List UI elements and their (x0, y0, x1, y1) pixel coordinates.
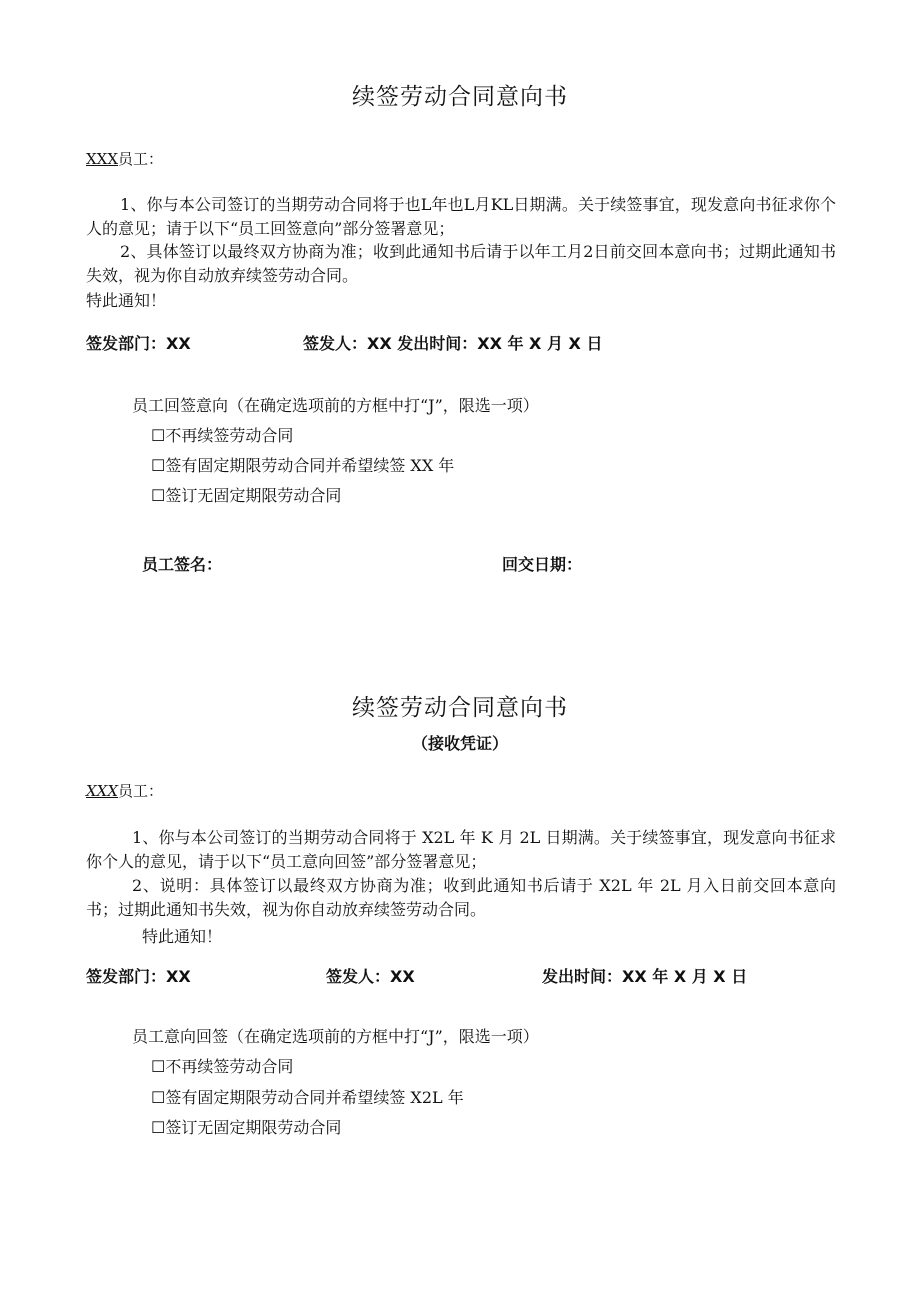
notice2-paragraph-2: 2、说明：具体签订以最终双方协商为准；收到此通知书后请于 X2L 年 2L 月入日前交回本意向书；过期此通知书失效，视为你自动放弃续签劳动合同。 (86, 876, 836, 919)
notice1-reply-heading: 员工回签意向（在确定选项前的方框中打“J”，限选一项） (132, 396, 539, 415)
notice2-title: 续签劳动合同意向书 (352, 695, 568, 721)
notice2-subtitle: （接收凭证） (411, 734, 508, 753)
notice1-title: 续签劳动合同意向书 (352, 84, 568, 110)
notice2-addressee-suffix: 员工： (118, 782, 164, 800)
notice2-issuing-dept: 签发部门：XX (86, 967, 191, 986)
notice1-paragraph-1: 1、你与本公司签订的当期劳动合同将于也L年也L月KL日期满。关于续签事宜，现发意向书征求你个人的意见；请于以下“员工回签意向”部分签署意见； (86, 195, 836, 238)
notice2-addressee-name: XXX (86, 782, 119, 800)
notice2-option-open-ended[interactable]: ☐签订无固定期限劳动合同 (151, 1118, 342, 1137)
notice1-return-date-label: 回交日期： (502, 555, 583, 574)
notice1-paragraph-2: 2、具体签订以最终双方协商为准；收到此通知书后请于以年工月2日前交回本意向书；过期此通知书失效，视为你自动放弃续签劳动合同。 (86, 242, 836, 285)
notice1-addressee-suffix: 员工： (118, 150, 164, 168)
notice2-closing: 特此通知！ (142, 927, 223, 946)
notice1-closing: 特此通知！ (86, 291, 167, 310)
notice2-addressee (86, 780, 163, 801)
notice2-paragraph-1: 1、你与本公司签订的当期劳动合同将于 X2L 年 K 月 2L 日期满。关于续签事宜，现发意向书征求你个人的意见，请于以下“员工意向回签”部分签署意见； (86, 828, 836, 871)
notice1-option-open-ended[interactable]: ☐签订无固定期限劳动合同 (151, 486, 342, 505)
notice1-issuer-and-time: 签发人：XX 发出时间：XX 年 X 月 X 日 (303, 334, 603, 353)
notice1-addressee (86, 148, 163, 169)
notice2-issuer: 签发人：XX (326, 967, 415, 986)
notice2-issue-time: 发出时间：XX 年 X 月 X 日 (542, 967, 748, 986)
notice2-option-no-renewal[interactable]: ☐不再续签劳动合同 (151, 1057, 294, 1076)
notice1-issuing-dept: 签发部门：XX (86, 334, 191, 353)
notice2-reply-heading: 员工意向回签（在确定选项前的方框中打“J”，限选一项） (132, 1027, 539, 1046)
notice1-signature-label: 员工签名： (142, 555, 223, 574)
notice1-option-no-renewal[interactable]: ☐不再续签劳动合同 (151, 426, 294, 445)
notice2-option-fixed-term[interactable]: ☐签有固定期限劳动合同并希望续签 X2L 年 (151, 1088, 464, 1107)
notice1-addressee-name: XXX (86, 150, 119, 168)
notice1-option-fixed-term[interactable]: ☐签有固定期限劳动合同并希望续签 XX 年 (151, 456, 455, 475)
